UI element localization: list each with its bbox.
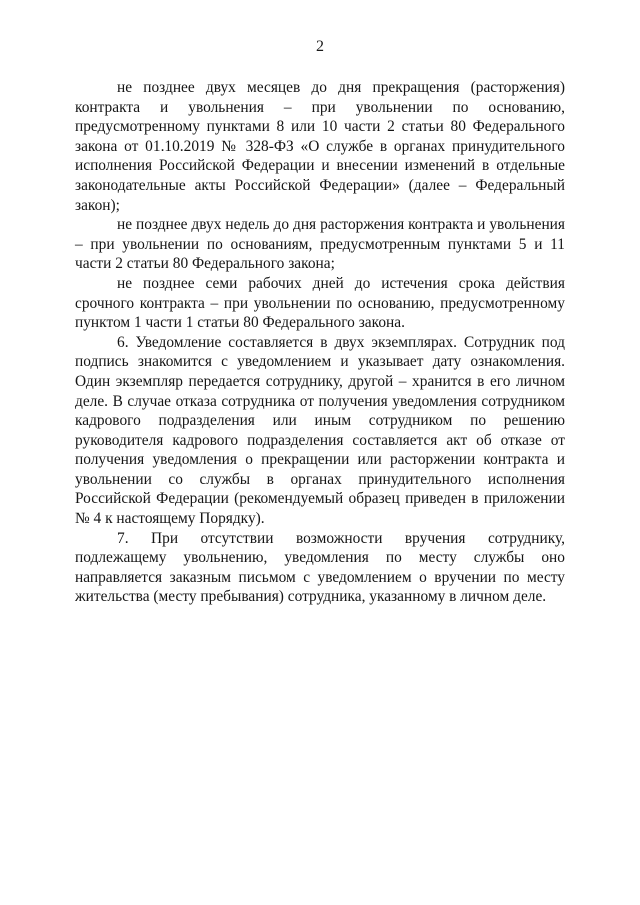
paragraph-deadline-seven-days: не позднее семи рабочих дней до истечения срока действия срочного контракта – при увольнении по основанию, предусмотренному пунктом 1 части 1 статьи 80 Федерального закона. — [75, 274, 565, 332]
paragraph-item-6: 6. Уведомление составляется в двух экземплярах. Сотрудник под подпись знакомится с уведомлением и указывает дату ознакомления. Один экземпляр передается сотруднику, другой – хранится в его личном деле. В случае отказа сотрудника от получения уведомления сотрудником кадрового подразделения или иным сотрудником по решению руководителя кадрового подразделения составляется акт об отказе от получения уведомления о прекращении или расторжении контракта и увольнении со службы в органах принудительного исполнения Российской Федерации (рекомендуемый образец приведен в приложении № 4 к настоящему Порядку). — [75, 333, 565, 528]
paragraph-deadline-two-months: не позднее двух месяцев до дня прекращения (расторжения) контракта и увольнения – при увольнении по основанию, предусмотренному пунктами 8 или 10 части 2 статьи 80 Федерального закона от 01.10.2019 № 328-ФЗ «О службе в органах принудительного исполнения Российской Федерации и внесении изменений в отдельные законодательные акты Российской Федерации» (далее – Федеральный закон); — [75, 79, 565, 214]
page-number: 2 — [316, 38, 324, 55]
document-body — [75, 78, 565, 607]
paragraph-item-7: 7. При отсутствии возможности вручения сотруднику, подлежащему увольнению, уведомления по месту службы оно направляется заказным письмом с уведомлением о вручении по месту жительства (месту пребывания) сотрудника, указанному в личном деле. — [75, 529, 565, 606]
paragraph-deadline-two-weeks: не позднее двух недель до дня расторжения контракта и увольнения – при увольнении по основаниям, предусмотренным пунктами 5 и 11 части 2 статьи 80 Федерального закона; — [75, 216, 565, 273]
